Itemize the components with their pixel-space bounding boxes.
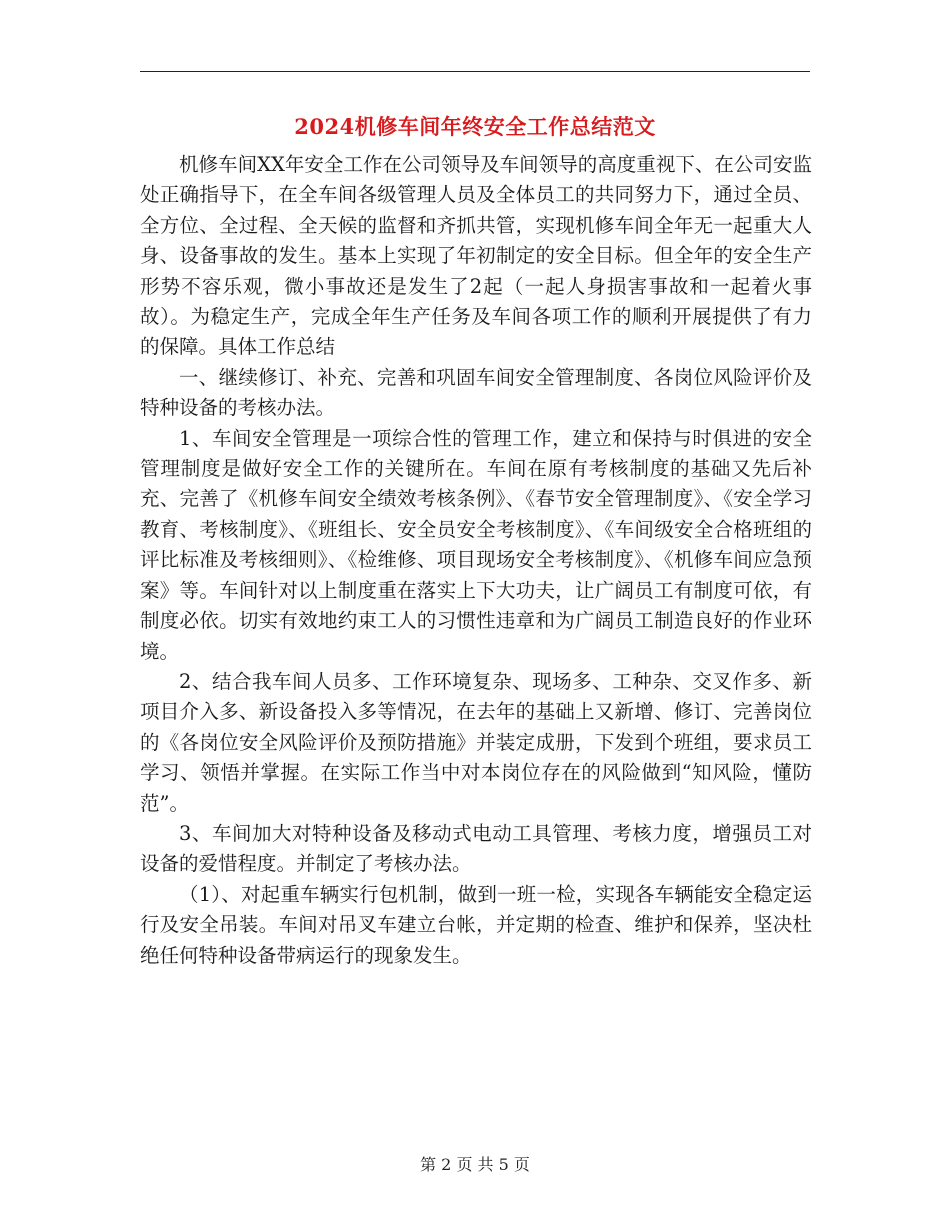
section-heading-1: 一、继续修订、补充、完善和巩固车间安全管理制度、各岗位风险评价及特种设备的考核办法。 xyxy=(140,365,812,420)
intro-paragraph: 机修车间XX年安全工作在公司领导及车间领导的高度重视下、在公司安监处正确指导下，在全车间各级管理人员及全体员工的共同努力下，通过全员、全方位、全过程、全天候的监督和齐抓共管，实现机修车间全年无一起重大人身、设备事故的发生。基本上实现了年初制定的安全目标。但全年的安全生产形势不容乐观，微小事故还是发生了2起（一起人身损害事故和一起着火事故）。为稳定生产，完成全年生产任务及车间各项工作的顺利开展提供了有力的保障。具体工作总结 xyxy=(140,153,812,359)
item-3-paragraph: 3、车间加大对特种设备及移动式电动工具管理、考核力度，增强员工对设备的爱惜程度。并制定了考核办法。 xyxy=(140,821,812,876)
header-rule xyxy=(140,71,810,72)
document-body xyxy=(140,150,812,971)
item-1-paragraph: 1、车间安全管理是一项综合性的管理工作，建立和保持与时俱进的安全管理制度是做好安全工作的关键所在。车间在原有考核制度的基础又先后补充、完善了《机修车间安全绩效考核条例》、《春节安全管理制度》、《安全学习教育、考核制度》、《班组长、安全员安全考核制度》、《车间级安全合格班组的评比标准及考核细则》、《检维修、项目现场安全考核制度》、《机修车间应急预案》等。车间针对以上制度重在落实上下大功夫，让广阔员工有制度可依，有制度必依。切实有效地约束工人的习惯性违章和为广阔员工制造良好的作业环境。 xyxy=(140,426,812,663)
document-title: 2024机修车间年终安全工作总结范文 xyxy=(294,114,656,139)
sub-item-1-paragraph: （1）、对起重车辆实行包机制，做到一班一检，实现各车辆能安全稳定运行及安全吊装。车间对吊叉车建立台帐，并定期的检查、维护和保养，坚决杜绝任何特种设备带病运行的现象发生。 xyxy=(140,882,812,967)
page-number: 第 2 页 共 5 页 xyxy=(420,1155,530,1174)
item-2-paragraph: 2、结合我车间人员多、工作环境复杂、现场多、工种杂、交叉作多、新项目介入多、新设备投入多等情况，在去年的基础上又新增、修订、完善岗位的《各岗位安全风险评价及预防措施》并装定成册，下发到个班组，要求员工学习、领悟并掌握。在实际工作当中对本岗位存在的风险做到“知风险，懂防范”。 xyxy=(140,669,812,815)
